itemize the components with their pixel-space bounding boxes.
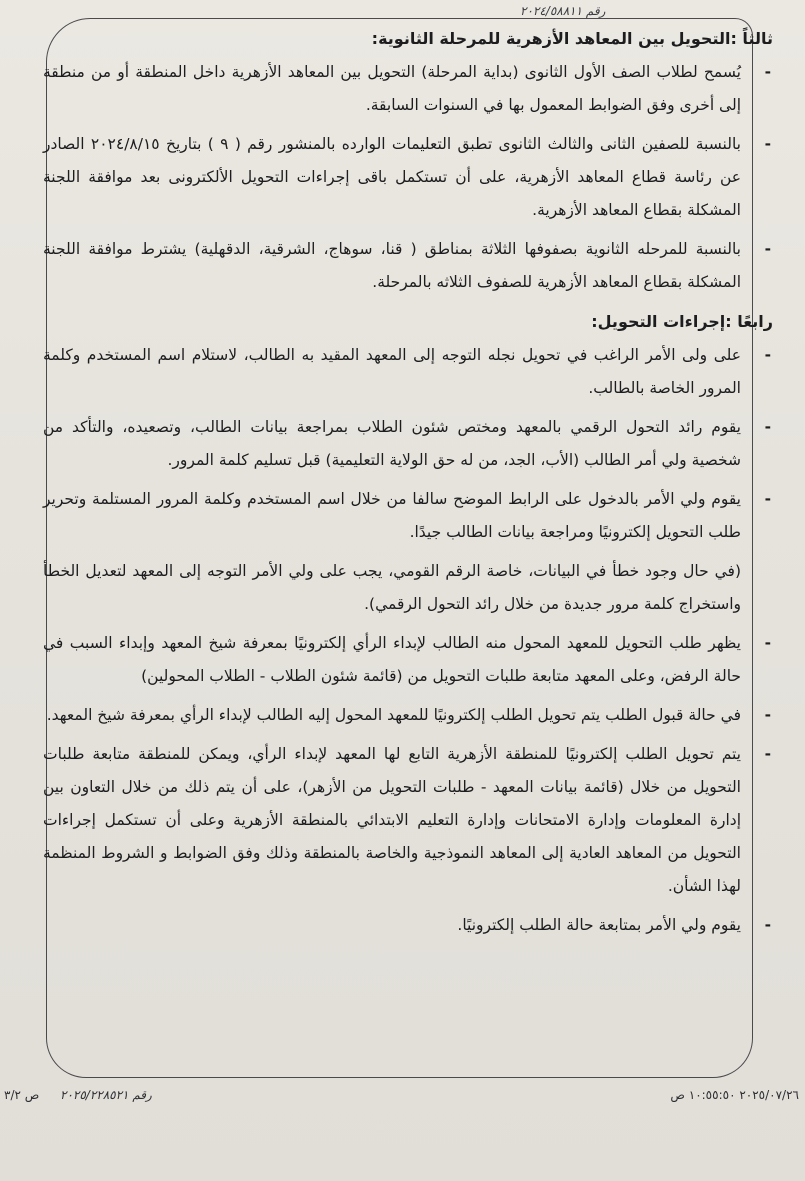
list-item bbox=[43, 128, 773, 227]
list-item-text: يُسمح لطلاب الصف الأول الثانوى (بداية المرحلة) التحويل بين المعاهد الأزهرية داخل المنطقة أو من منطقة إلى أخرى وفق الضوابط المعمول بها في السنوات السابقة. bbox=[43, 63, 741, 114]
page-footer bbox=[0, 1088, 805, 1112]
bullet-dash: - bbox=[764, 706, 771, 724]
section-heading-transfer-between-institutes: ثالثاً :التحويل بين المعاهد الأزهرية للمرحلة الثانوية: bbox=[371, 29, 773, 48]
list-item-text: في حالة قبول الطلب يتم تحويل الطلب إلكترونيًا للمعهد المحول إليه الطالب لإبداء الرأي بمعرفة شيخ المعهد. bbox=[46, 706, 741, 724]
list-item-text: يقوم ولي الأمر بالدخول على الرابط الموضح سالفا من خلال اسم المستخدم وكلمة المرور المستلمة وتحرير طلب التحويل إلكترونيًا ومراجعة بيانات الطالب جيدًا. bbox=[43, 490, 741, 541]
list-item bbox=[43, 411, 773, 477]
bullet-dash: - bbox=[764, 135, 771, 153]
footer-page-number: ص ٣/٢ bbox=[4, 1088, 40, 1102]
list-item bbox=[43, 627, 773, 693]
list-item bbox=[43, 909, 773, 942]
bullet-dash: - bbox=[764, 418, 771, 436]
list-item-text: يتم تحويل الطلب إلكترونيًا للمنطقة الأزهرية التابع لها المعهد لإبداء الرأي، ويمكن للمنطقة متابعة طلبات التحويل من خلال (قائمة بيانات المعهد - طلبات التحويل من الأزهر)، على أن يتم ذلك من خلال التعاون بين إدارة المعلومات وإدارة الامتحانات وإدارة التعليم الابتدائي بالمنطقة الأزهرية وعلى أن تستكمل إجراءات التحويل من المعاهد العادية إلى المعاهد النموذجية والخاصة بالمنطقة وذلك وفق الضوابط و الشروط المنظمة لهذا الشأن. bbox=[43, 745, 741, 895]
list-item-text: يقوم رائد التحول الرقمي بالمعهد ومختص شئون الطلاب بمراجعة بيانات الطالب، وتصعيده، والتأكد من شخصية ولي أمر الطالب (الأب، الجد، من له حق الولاية التعليمية) قبل تسليم كلمة المرور. bbox=[43, 418, 741, 469]
list-item bbox=[43, 483, 773, 549]
bullet-dash: - bbox=[764, 240, 771, 258]
bullet-dash: - bbox=[764, 745, 771, 763]
bullet-dash: - bbox=[764, 916, 771, 934]
data-error-note: (في حال وجود خطأ في البيانات، خاصة الرقم القومي، يجب على ولي الأمر التوجه إلى المعهد لتعديل الخطأ واستخراج كلمة مرور جديدة من خلال رائد التحول الرقمي). bbox=[43, 562, 741, 613]
document-body bbox=[43, 22, 773, 948]
section-heading-transfer-procedures: رابعًا :إجراءات التحويل: bbox=[591, 312, 773, 331]
footer-reference-number: رقم ٢٠٢٥/٢٢٨٥٢١ bbox=[60, 1088, 152, 1102]
list-item bbox=[43, 233, 773, 299]
bullet-dash: - bbox=[764, 346, 771, 364]
list-item bbox=[43, 339, 773, 405]
top-reference-stamp: رقم ٢٠٢٤/٥٨٨١١ bbox=[520, 4, 606, 18]
list-item bbox=[43, 699, 773, 732]
list-item bbox=[43, 56, 773, 122]
list-item-text: بالنسبة للمرحله الثانوية بصفوفها الثلاثة بمناطق ( قنا، سوهاج، الشرقية، الدقهلية) يشترط موافقة اللجنة المشكلة بقطاع المعاهد الأزهرية للصفوف الثلاثه بالمرحلة. bbox=[43, 240, 741, 291]
list-item-text: يقوم ولي الأمر بمتابعة حالة الطلب إلكترونيًا. bbox=[457, 916, 741, 934]
bullet-dash: - bbox=[764, 63, 771, 81]
list-item-text: يظهر طلب التحويل للمعهد المحول منه الطالب لإبداء الرأي إلكترونيًا بمعرفة شيخ المعهد وإبداء السبب في حالة الرفض، وعلى المعهد متابعة طلبات التحويل من (قائمة شئون الطلاب - الطلاب المحولين) bbox=[43, 634, 741, 685]
list-item bbox=[43, 738, 773, 903]
list-item-text: بالنسبة للصفين الثانى والثالث الثانوى تطبق التعليمات الوارده بالمنشور رقم ( ٩ ) بتاريخ ٢٠٢٤/٨/١٥ الصادر عن رئاسة قطاع المعاهد الأزهرية، على أن تستكمل باقى إجراءات التحويل الألكترونى بعد موافقة اللجنة المشكلة بقطاع المعاهد الأزهرية. bbox=[43, 135, 741, 219]
footer-timestamp: ٢٠٢٥/٠٧/٢٦ ١٠:٥٥:٥٠ ص bbox=[670, 1088, 799, 1102]
bullet-dash: - bbox=[764, 490, 771, 508]
list-item-text: على ولى الأمر الراغب في تحويل نجله التوجه إلى المعهد المقيد به الطالب، لاستلام اسم المستخدم وكلمة المرور الخاصة بالطالب. bbox=[43, 346, 741, 397]
bullet-dash: - bbox=[764, 634, 771, 652]
